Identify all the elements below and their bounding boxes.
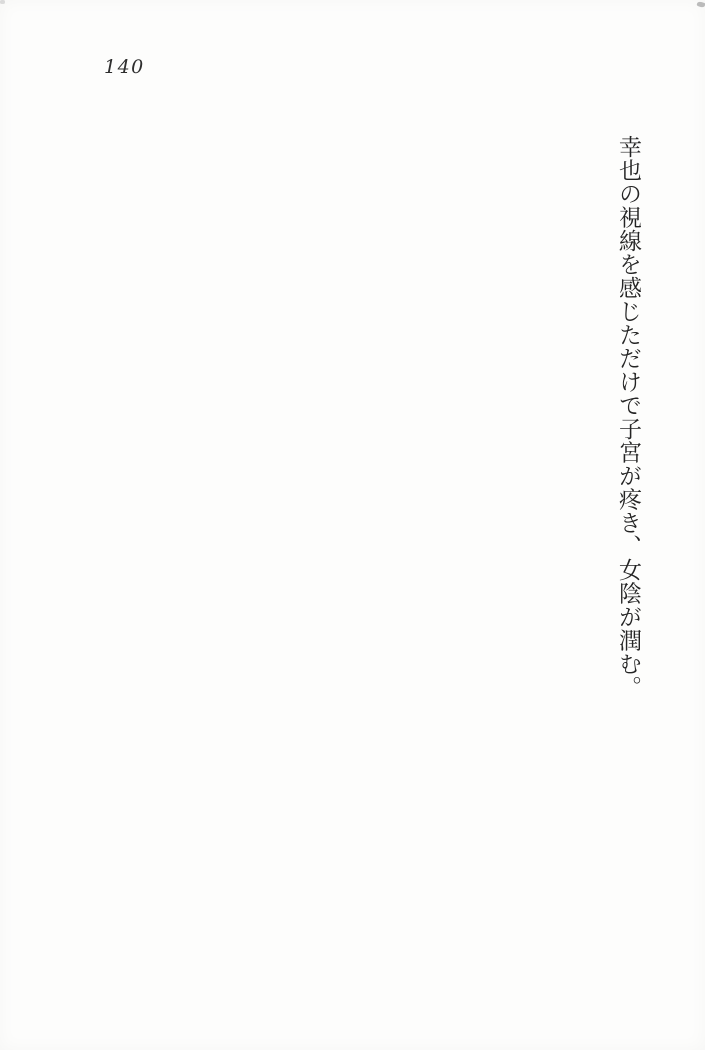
text-column: 幸也の視線を感じただけで子宮が疼き、女陰が潤む。 — [615, 135, 641, 699]
scan-artifact — [696, 1, 705, 8]
scan-artifact — [0, 0, 5, 4]
text-block — [0, 112, 644, 1017]
page-number: 140 — [104, 56, 145, 78]
